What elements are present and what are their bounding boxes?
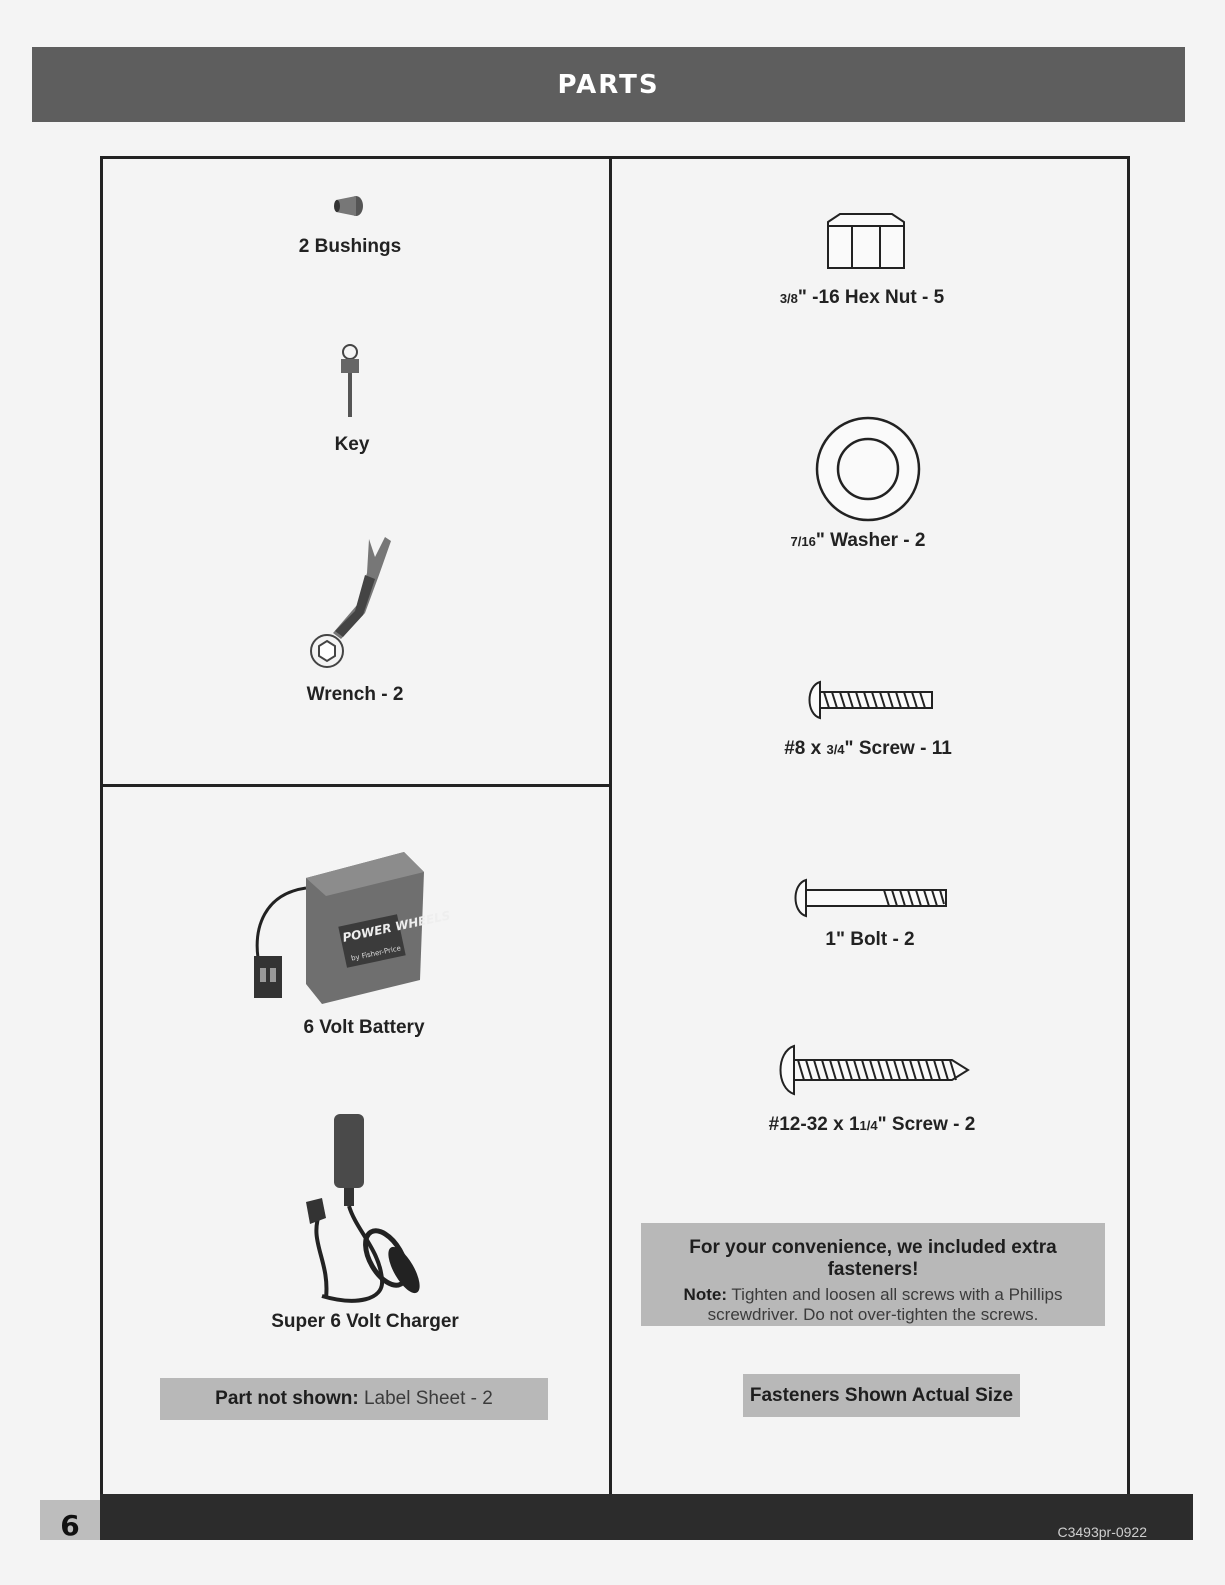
battery-brand-text: POWER WHEELS — [341, 908, 452, 945]
charger-icon — [296, 1110, 436, 1310]
part-label-key: Key — [334, 434, 370, 455]
bolt-icon — [788, 876, 952, 920]
page-title: PARTS — [557, 69, 660, 100]
part-not-shown-text: Label Sheet - 2 — [358, 1388, 493, 1409]
convenience-callout — [641, 1223, 1105, 1326]
convenience-headline: For your convenience, we included extra fasteners! — [689, 1237, 1057, 1280]
part-label-screw-small — [718, 738, 1018, 760]
part-label-washer — [708, 530, 1008, 552]
hex-nut-icon — [822, 212, 910, 270]
part-label-screw-long — [722, 1114, 1022, 1136]
battery-brand-sub-text: by Fisher-Price — [350, 944, 402, 963]
screw-long-prefix: #12-32 x 1 — [768, 1114, 860, 1135]
screw-small-text: " Screw - 11 — [844, 738, 952, 759]
page-number: 6 — [60, 1509, 80, 1542]
hex-nut-text: " -16 Hex Nut - 5 — [797, 287, 945, 308]
screw-small-prefix: #8 x — [784, 738, 827, 759]
part-not-shown-callout — [160, 1378, 548, 1420]
washer-fraction: 7/16 — [790, 534, 816, 549]
footer-bar — [100, 1494, 1193, 1540]
convenience-note-label: Note: — [683, 1285, 727, 1304]
part-label-hex-nut — [712, 287, 1012, 309]
washer-text: " Washer - 2 — [815, 530, 926, 551]
bushing-icon — [332, 194, 366, 220]
page-number-box — [40, 1500, 100, 1540]
part-label-bolt: 1" Bolt - 2 — [825, 929, 915, 950]
header-bar — [32, 47, 1185, 122]
vertical-divider — [609, 156, 612, 1496]
screw-long-text: " Screw - 2 — [877, 1114, 976, 1135]
fasteners-actual-size-note — [743, 1374, 1020, 1417]
battery-icon — [244, 848, 452, 1008]
fasteners-note-text: Fasteners Shown Actual Size — [749, 1384, 1014, 1406]
screw-small-icon — [802, 678, 938, 722]
horizontal-divider — [100, 784, 612, 787]
part-label-bushings: 2 Bushings — [298, 236, 402, 257]
screw-long-fraction: 1/4 — [859, 1118, 878, 1133]
key-icon — [336, 342, 366, 420]
part-label-charger: Super 6 Volt Charger — [271, 1311, 459, 1332]
part-not-shown-prefix: Part not shown: — [215, 1388, 359, 1409]
document-code: C3493pr-0922 — [1057, 1524, 1147, 1540]
part-label-wrench: Wrench - 2 — [306, 684, 404, 705]
screw-small-fraction: 3/4 — [826, 742, 845, 757]
screw-long-icon — [772, 1042, 972, 1098]
part-label-battery: 6 Volt Battery — [303, 1017, 425, 1038]
hex-nut-fraction: 3/8 — [779, 291, 798, 306]
convenience-note-text: Tighten and loosen all screws with a Phillips screwdriver. Do not over-tighten the screws. — [707, 1285, 1068, 1325]
wrench-icon — [305, 535, 395, 670]
washer-icon — [814, 415, 922, 523]
